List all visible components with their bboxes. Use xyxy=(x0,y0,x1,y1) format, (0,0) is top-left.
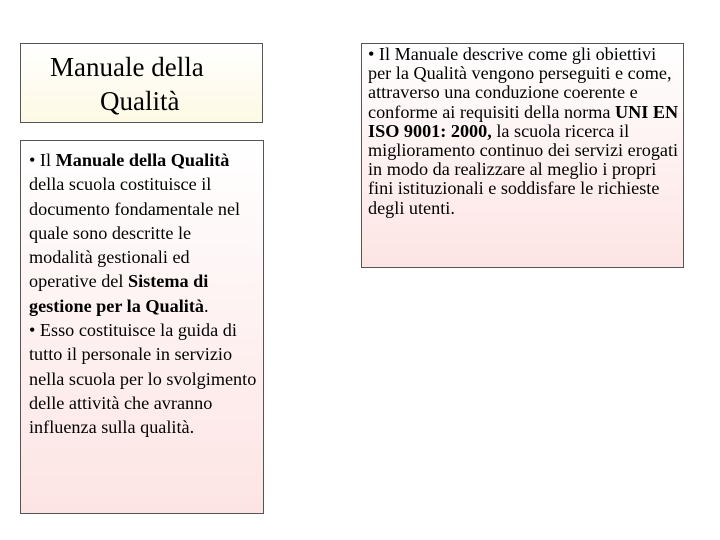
left-paragraph-1 xyxy=(29,148,257,318)
left-text-box xyxy=(20,140,264,514)
left-p1-end: . xyxy=(203,295,209,316)
left-paragraph-2 xyxy=(29,318,257,439)
right-text-2: la scuola ricerca il miglioramento continuo dei servizi erogati in modo da realizzare al meglio i propri fini istituzionali e soddisfare le richieste degli utenti. xyxy=(368,120,679,218)
left-p2-text: Esso costituisce la guida di tutto il personale in servizio nella scuola per lo svolgimento delle attività che avranno influenza sulla qualità. xyxy=(29,320,257,438)
bullet: • xyxy=(368,44,379,64)
right-bold-norm: UNI EN ISO 9001: 2000, xyxy=(368,101,679,141)
title-line-1: Manuale della xyxy=(50,52,204,82)
title-line-2: Qualità xyxy=(100,86,180,116)
bullet: • xyxy=(29,320,40,341)
left-p1-bold-system: Sistema di gestione per la Qualità xyxy=(29,271,209,316)
right-text-box xyxy=(361,43,684,268)
left-p1-bold-manual: Manuale della Qualità xyxy=(55,150,230,170)
bullet: • xyxy=(29,150,40,170)
left-p1-intro: Il xyxy=(39,150,56,170)
left-p1-mid: della scuola costituisce il documento fondamentale nel quale sono descritte le modalità gestionali ed operative del xyxy=(29,174,241,292)
title-box xyxy=(20,43,263,123)
right-text-1: Il Manuale descrive come gli obiettivi per la Qualità vengono perseguiti e come, attraverso una conduzione coerente e conforme ai requisiti della norma xyxy=(368,44,672,122)
right-paragraph xyxy=(368,45,679,218)
